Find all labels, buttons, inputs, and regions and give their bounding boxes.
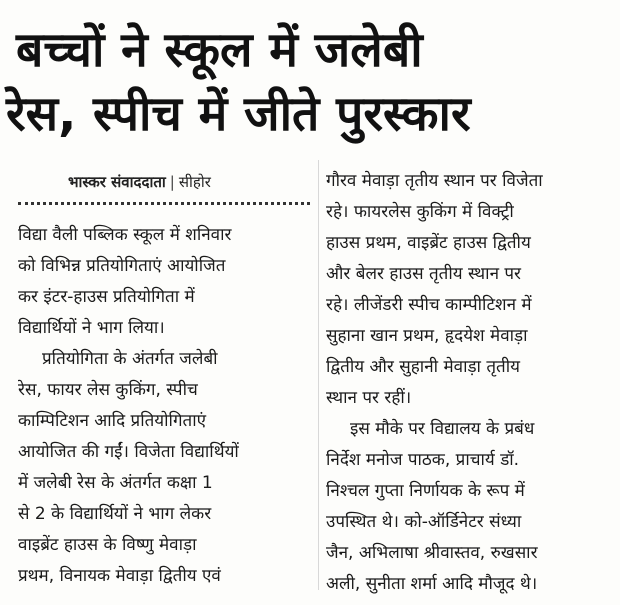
body-line: गौरव मेवाड़ा तृतीय स्थान पर विजेता	[326, 171, 543, 191]
body-line: और बेलर हाउस तृतीय स्थान पर	[326, 264, 522, 284]
body-line: द्वितीय और सुहानी मेवाड़ा तृतीय	[326, 357, 521, 377]
body-line: काम्पिटिशन आदि प्रतियोगिताएं	[18, 411, 207, 431]
byline	[68, 172, 211, 192]
body-line: निर्देश मनोज पाठक, प्राचार्य डॉ.	[326, 450, 520, 470]
headline-line-2: रेस, स्पीच में जीते पुरस्कार	[6, 86, 471, 142]
body-line: हाउस प्रथम, वाइब्रेंट हाउस द्वितीय	[326, 233, 531, 253]
byline-place: सीहोर	[178, 173, 211, 191]
body-line: जैन, अभिलाषा श्रीवास्तव, रुखसार	[326, 543, 538, 563]
body-line: को विभिन्न प्रतियोगिताएं आयोजित	[18, 256, 226, 276]
body-line: रेस, फायर लेस कुकिंग, स्पीच	[18, 380, 198, 400]
body-line: कर इंटर-हाउस प्रतियोगिता में	[18, 287, 195, 307]
body-line: विद्या वैली पब्लिक स्कूल में शनिवार	[18, 225, 232, 245]
byline-separator: |	[169, 173, 175, 191]
body-line: स्थान पर रहीं।	[326, 388, 412, 408]
left-column	[18, 220, 312, 592]
body-line: विद्यार्थियों ने भाग लिया।	[18, 318, 165, 338]
body-line: वाइब्रेंट हाउस के विष्णु मेवाड़ा	[18, 535, 197, 555]
body-line: आयोजित की गईं। विजेता विद्यार्थियों	[18, 442, 239, 462]
body-line: उपस्थित थे। को-ऑर्डिनेटर संध्या	[326, 512, 522, 532]
body-line: प्रथम, विनायक मेवाड़ा द्वितीय एवं	[18, 566, 221, 586]
byline-agency: भास्कर संवाददाता	[68, 173, 166, 191]
right-column	[326, 166, 611, 600]
body-line: प्रतियोगिता के अंतर्गत जलेबी	[42, 349, 218, 369]
headline-line-1: बच्चों ने स्कूल में जलेबी	[16, 22, 423, 78]
body-line: इस मौके पर विद्यालय के प्रबंध	[350, 419, 535, 439]
body-line: सुहाना खान प्रथम, हृदयेश मेवाड़ा	[326, 326, 528, 346]
body-line: में जलेबी रेस के अंतर्गत कक्षा 1	[18, 473, 213, 493]
column-divider	[318, 160, 319, 590]
body-line: रहे। फायरलेस कुकिंग में विक्ट्री	[326, 202, 514, 222]
dotted-rule	[18, 202, 310, 205]
body-line: से 2 के विद्यार्थियों ने भाग लेकर	[18, 504, 212, 524]
body-line: अली, सुनीता शर्मा आदि मौजूद थे।	[326, 574, 538, 594]
body-line: रहे। लीजेंडरी स्पीच काम्पीटिशन में	[326, 295, 532, 315]
body-line: निश्चल गुप्ता निर्णायक के रूप में	[326, 481, 525, 501]
